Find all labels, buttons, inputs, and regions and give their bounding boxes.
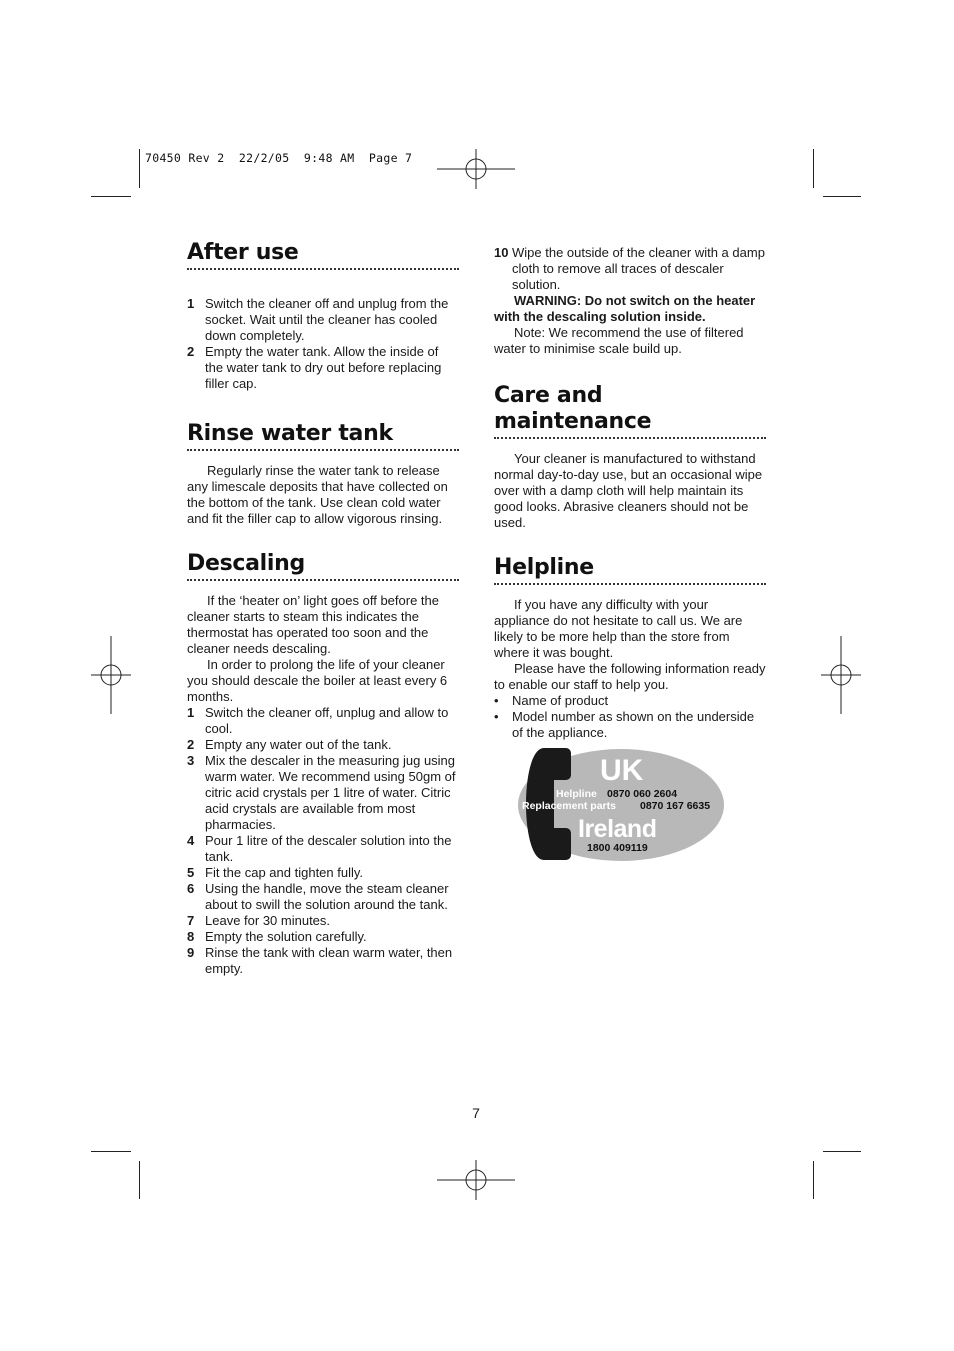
page-number: 7 (472, 1105, 480, 1121)
list-item: 2 Empty any water out of the tank. (187, 737, 392, 752)
list-item: 6 Using the handle, move the steam cleaner about to swill the solution around the tank. (187, 881, 449, 912)
crop-mark-br-h (823, 1151, 861, 1152)
ireland-number: 1800 409119 (587, 842, 648, 854)
registration-mark-top (437, 149, 515, 189)
right-column (494, 245, 766, 741)
list-item: 4 Pour 1 litre of the descaler solution into the tank. (187, 833, 452, 864)
list-item: 1 Switch the cleaner off and unplug from the socket. Wait until the cleaner has cooled down completely. (187, 296, 449, 343)
note-text: Note: We recommend the use of filtered water to minimise scale build up. (494, 325, 744, 356)
list-item: • Name of product (494, 693, 609, 708)
crop-mark-tr-v (813, 149, 814, 188)
helpline-paragraph-1: If you have any difficulty with your appliance do not hesitate to call us. We are likely to be more help than the store from where it was bought. (494, 597, 743, 660)
warning-text: WARNING: Do not switch on the heater with the descaling solution inside. (494, 293, 756, 324)
after-use-heading: After use (187, 240, 459, 270)
care-paragraph: Your cleaner is manufactured to withstand normal day-to-day use, but an occasional wipe over with a damp cloth will help maintain its good looks. Abrasive cleaners should not be used. (494, 451, 763, 530)
crop-mark-bl-h (91, 1151, 131, 1152)
list-item: 3 Mix the descaler in the measuring jug using warm water. We recommend using 50gm of citric acid crystals per 1 litre of water. Citric acid crystals are available from most pharmacies. (187, 753, 456, 832)
crop-mark-bl-v (139, 1161, 140, 1199)
descaling-steps-continued (494, 245, 766, 293)
helpline-label: Helpline (556, 788, 597, 800)
list-item: 5 Fit the cap and tighten fully. (187, 865, 364, 880)
helpline-paragraph-2: Please have the following information ready to enable our staff to help you. (494, 661, 766, 692)
registration-mark-left (91, 636, 131, 714)
replacement-parts-number: 0870 167 6635 (640, 800, 711, 812)
list-item: • Model number as shown on the underside of the appliance. (494, 709, 755, 740)
registration-mark-right (821, 636, 861, 714)
crop-mark-br-v (813, 1161, 814, 1199)
crop-mark-tr-h (823, 196, 861, 197)
descaling-paragraph-1: If the ‘heater on’ light goes off before the cleaner starts to steam this indicates the thermostat has operated too soon and the cleaner needs descaling. (187, 593, 439, 656)
list-item: 2 Empty the water tank. Allow the inside of the water tank to dry out before replacing filler cap. (187, 344, 442, 391)
registration-mark-bottom (437, 1160, 515, 1200)
ireland-label: Ireland (578, 815, 657, 843)
list-item: 8 Empty the solution carefully. (187, 929, 367, 944)
uk-label: UK (600, 754, 644, 787)
print-slug: 70450 Rev 2 22/2/05 9:48 AM Page 7 (145, 151, 413, 165)
descaling-paragraph-2: In order to prolong the life of your cleaner you should descale the boiler at least every 6 months. (187, 657, 448, 704)
crop-mark-tl-v (139, 149, 140, 188)
rinse-paragraph: Regularly rinse the water tank to release any limescale deposits that have collected on the bottom of the tank. Use clean cold water and fit the filler cap to allow vigorous rinsing. (187, 463, 448, 526)
list-item: 7 Leave for 30 minutes. (187, 913, 331, 928)
care-heading: Care and maintenance (494, 383, 766, 439)
rinse-heading: Rinse water tank (187, 421, 459, 451)
replacement-parts-label: Replacement parts (522, 800, 616, 812)
descaling-steps (187, 705, 459, 977)
list-item: 9 Rinse the tank with clean warm water, then empty. (187, 945, 453, 976)
helpline-badge (516, 746, 726, 862)
list-item: 10 Wipe the outside of the cleaner with a damp cloth to remove all traces of descaler solution. (494, 245, 765, 292)
helpline-heading: Helpline (494, 555, 766, 585)
descaling-heading: Descaling (187, 551, 459, 581)
helpline-number: 0870 060 2604 (607, 788, 678, 800)
crop-mark-tl-h (91, 196, 131, 197)
after-use-steps (187, 296, 459, 392)
left-column (187, 240, 459, 977)
list-item: 1 Switch the cleaner off, unplug and allow to cool. (187, 705, 449, 736)
helpline-bullets (494, 693, 766, 741)
